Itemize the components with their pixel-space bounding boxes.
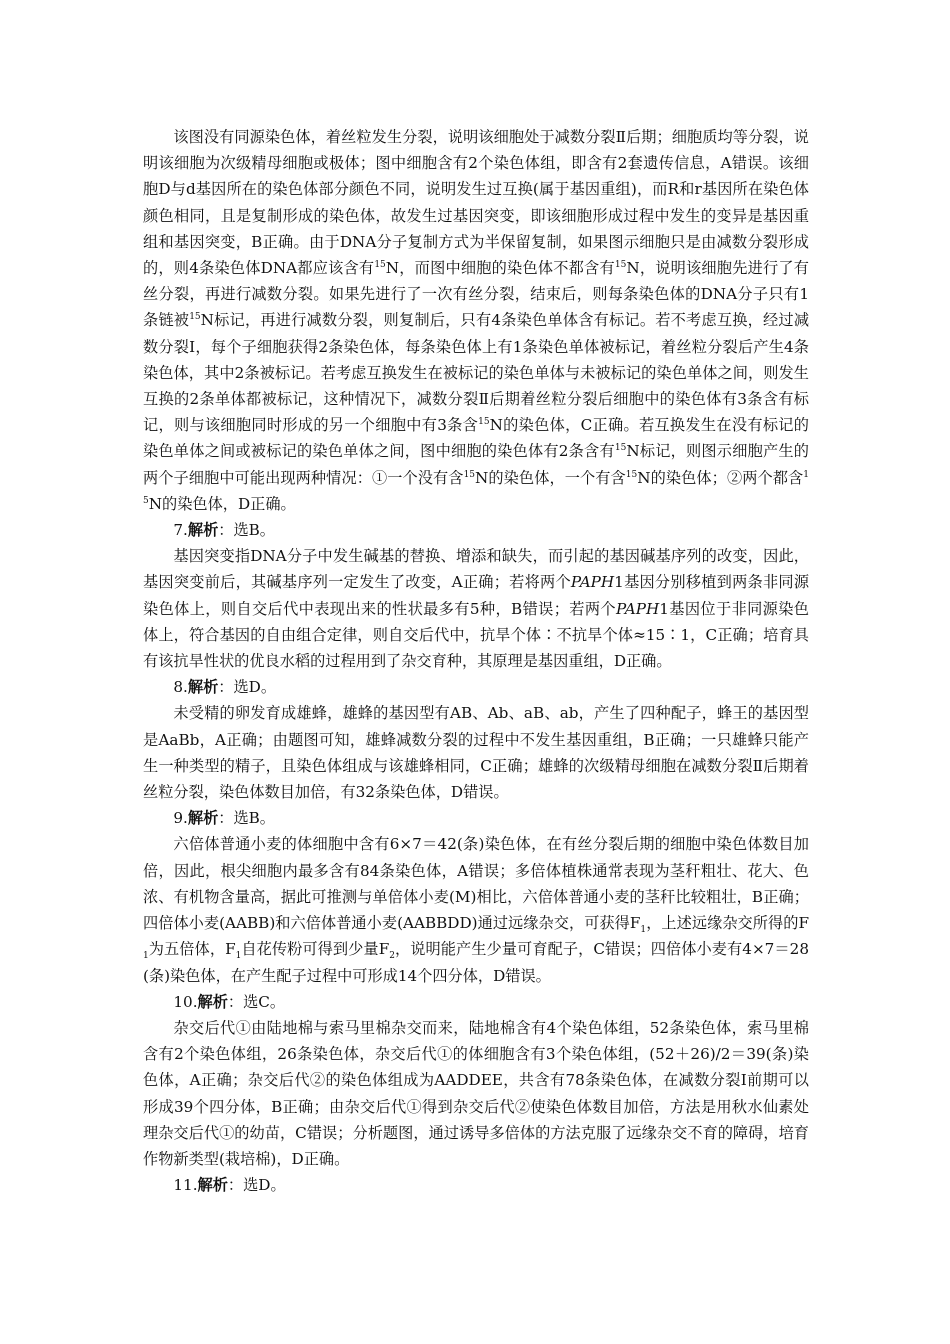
question-number: 10. xyxy=(173,992,198,1011)
question-number: 9. xyxy=(173,809,188,828)
analysis-label: 解析 xyxy=(187,521,219,540)
explanation-paragraph: 杂交后代①由陆地棉与索马里棉杂交而来，陆地棉含有4个染色体组，52条染色体，索马里棉含有2个染色体组，26条染色体，杂交后代①的体细胞含有3个染色体组，(52＋26)/2＝39(条)染色体，A正确；杂交后代②的染色体组成为AADDEE，共含有78条染色体，在减数分裂Ⅰ前期可以形成39个四分体，B正确；由杂交后代①得到杂交后代②使染色体数目加倍，方法是用秋水仙素处理杂交后代①的幼苗，C错误；分析题图，通过诱导多倍体的方法克服了远缘杂交不育的障碍，培育作物新类型(栽培棉)，D正确。 xyxy=(143,1018,809,1168)
answer-choice: ：选D。 xyxy=(218,678,277,697)
question-number: 7. xyxy=(173,521,188,540)
explanation-paragraph: 未受精的卵发育成雄蜂，雄蜂的基因型有AB、Ab、aB、ab，产生了四种配子，蜂王的基因型是AaBb，A正确；由题图可知，雄蜂减数分裂的过程中不发生基因重组，B正确；一只雄蜂只能产生一种类型的精子，且染色体组成与该雄蜂相同，C正确；雄蜂的次级精母细胞在减数分裂Ⅱ后期着丝粒分裂，染色体数目加倍，有32条染色体，D错误。 xyxy=(143,704,809,802)
question-answer-heading xyxy=(143,1172,809,1198)
question-answer-heading xyxy=(143,674,809,700)
explanation-paragraph: 基因突变指DNA分子中发生碱基的替换、增添和缺失，而引起的基因碱基序列的改变，因此，基因突变前后，其碱基序列一定发生了改变，A正确；若将两个PAPH1基因分别移植到两条非同源染色体上，则自交后代中表现出来的性状最多有5种，B错误；若两个PAPH1基因位于非同源染色体上，符合基因的自由组合定律，则自交后代中，抗旱个体∶不抗旱个体≈15∶1，C正确；培育具有该抗旱性状的优良水稻的过程用到了杂交育种，其原理是基因重组，D正确。 xyxy=(143,547,810,671)
answer-choice: ：选B。 xyxy=(218,521,275,540)
analysis-label: 解析 xyxy=(187,678,219,697)
question-answer-heading xyxy=(143,989,809,1015)
analysis-label: 解析 xyxy=(197,992,228,1011)
explanation-paragraph: 该图没有同源染色体，着丝粒发生分裂，说明该细胞处于减数分裂Ⅱ后期；细胞质均等分裂，说明该细胞为次级精母细胞或极体；图中细胞含有2个染色体组，即含有2套遗传信息，A错误。该细胞D与d基因所在的染色体部分颜色不同，说明发生过互换(属于基因重组)，而R和r基因所在染色体颜色相同，且是复制形成的染色体，故发生过基因突变，即该细胞形成过程中发生的变异是基因重组和基因突变，B正确。由于DNA分子复制方式为半保留复制，如果图示细胞只是由减数分裂形成的，则4条染色体DNA都应该含有$^{15}$N，而图中细胞的染色体不都含有$^{15}$N，说明该细胞先进行了有丝分裂，再进行减数分裂。如果先进行了一次有丝分裂，结束后，则每条染色体的DNA分子只有1条链被$^{15}$N标记，再进行减数分裂，则复制后，只有4条染色单体含有标记。若不考虑互换，经过减数分裂Ⅰ，每个子细胞获得2条染色体，每条染色体上有1条染色单体被标记，着丝粒分裂后产生4条染色体，其中2条被标记。若考虑互换发生在被标记的染色单体与未被标记的染色单体之间，则发生互换的2条单体都被标记，这种情况下，减数分裂Ⅱ后期着丝粒分裂后细胞中的染色体有3条含有标记，则与该细胞同时形成的另一个细胞中有3条含$^{15}$N的染色体，C正确。若互换发生在没有标记的染色单体之间或被标记的染色单体之间，图中细胞的染色体有2条含有$^{15}$N标记，则图示细胞产生的两个子细胞中可能出现两种情况：①一个没有含$^{15}$N的染色体，一个有含$^{15}$N的染色体；②两个都含$^{15}$N的染色体，D正确。 xyxy=(143,128,810,513)
answer-choice: ：选B。 xyxy=(218,809,275,828)
answer-choice: ：选D。 xyxy=(227,1176,286,1195)
explanation-paragraph: 六倍体普通小麦的体细胞中含有6×7＝42(条)染色体，在有丝分裂后期的细胞中染色体数目加倍，因此，根尖细胞内最多含有84条染色体，A错误；多倍体植株通常表现为茎秆粗壮、花大、色浓、有机物含量高，据此可推测与单倍体小麦(M)相比，六倍体普通小麦的茎秆比较粗壮，B正确；四倍体小麦(AABB)和六倍体普通小麦(AABBDD)通过远缘杂交，可获得$F_1$，上述远缘杂交所得的$F_1$为五倍体，$F_1$自花传粉可得到少量$F_2$，说明能产生少量可育配子，C错误；四倍体小麦有4×7＝28(条)染色体，在产生配子过程中可形成14个四分体，D错误。 xyxy=(143,835,810,985)
analysis-label: 解析 xyxy=(197,1176,228,1195)
question-answer-heading xyxy=(143,517,809,543)
question-number: 11. xyxy=(173,1176,198,1195)
question-answer-heading xyxy=(143,805,809,831)
answer-analysis-page xyxy=(143,124,809,1198)
question-number: 8. xyxy=(173,678,188,697)
answer-choice: ：选C。 xyxy=(227,992,286,1011)
analysis-label: 解析 xyxy=(187,809,219,828)
